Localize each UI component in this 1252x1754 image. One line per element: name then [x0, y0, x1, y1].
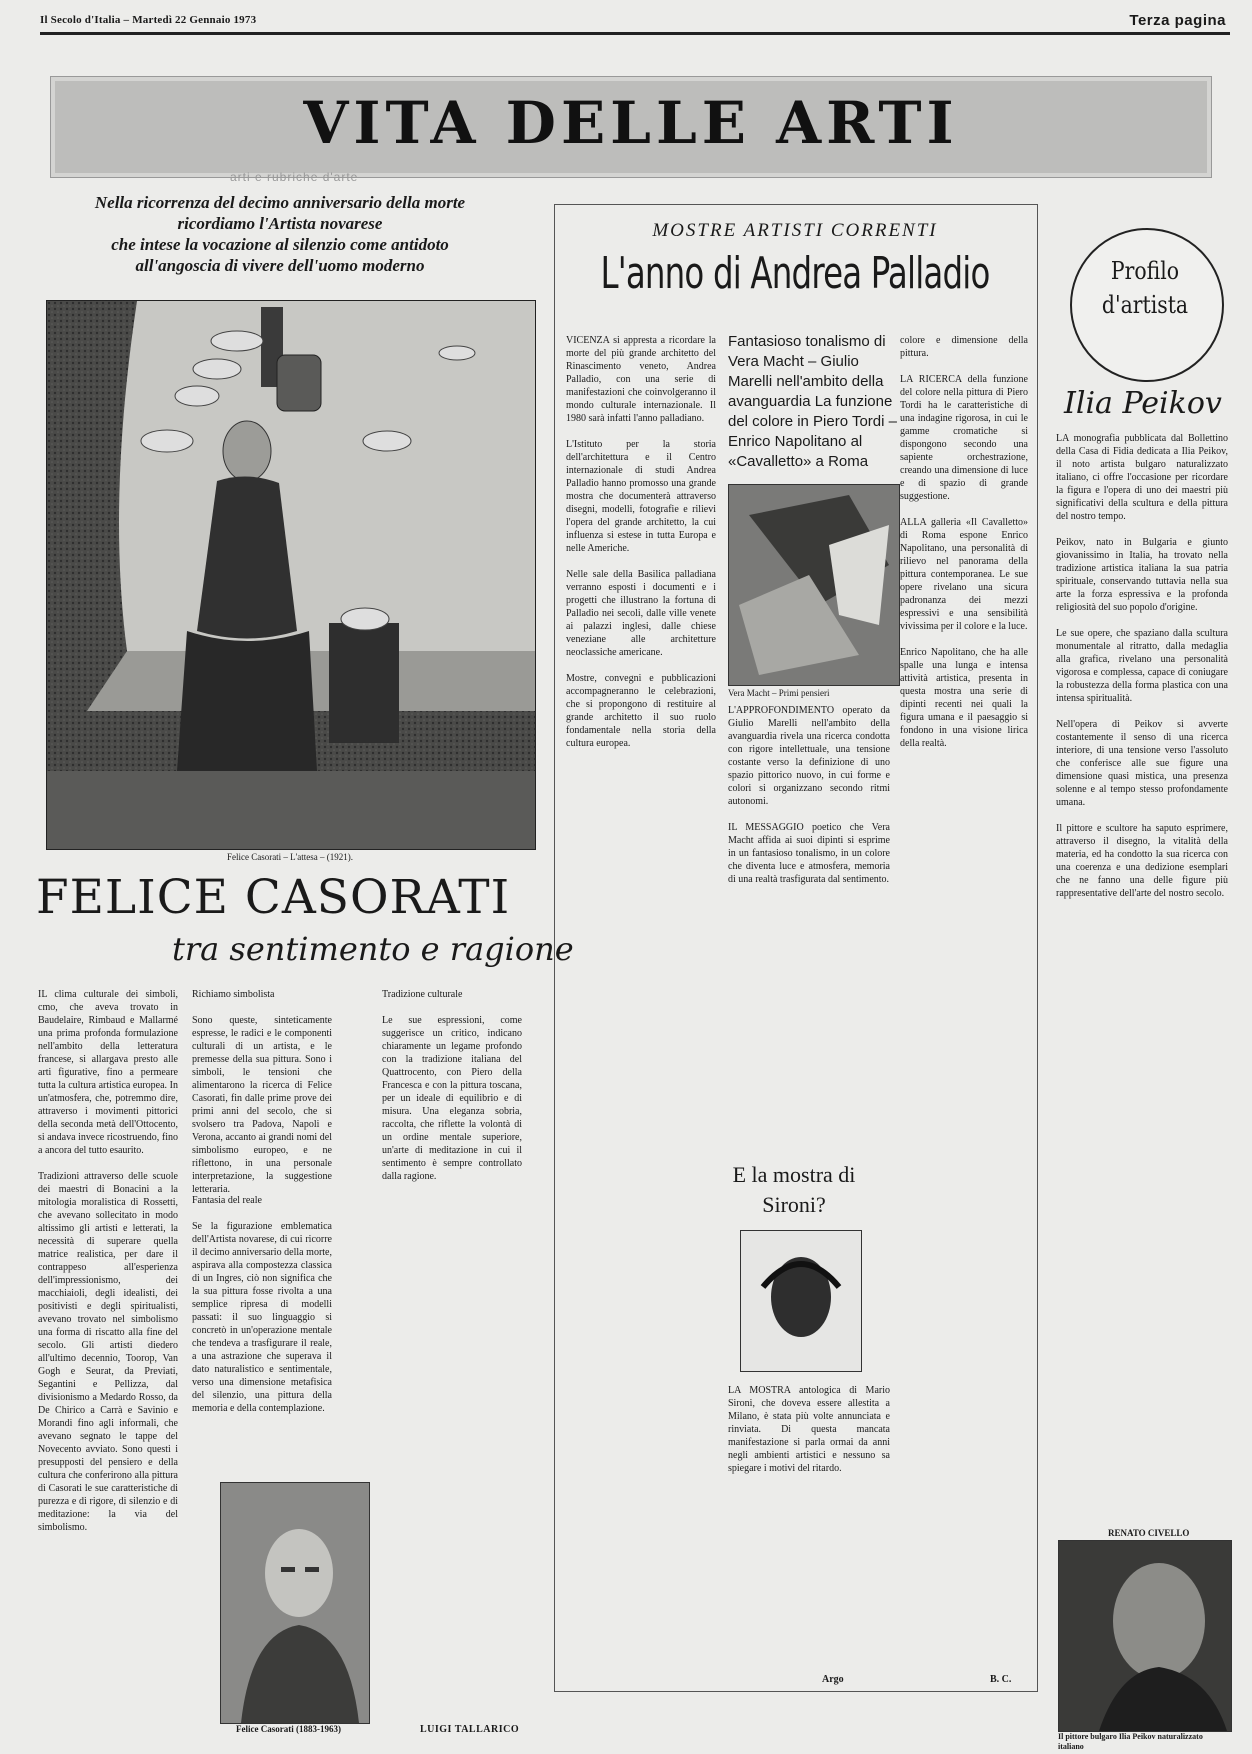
casorati-painting-image — [46, 300, 536, 850]
painting-caption: Felice Casorati – L'attesa – (1921). — [226, 852, 354, 862]
peikov-photo-caption: Il pittore bulgaro Ilia Peikov naturalizzato italiano — [1058, 1732, 1203, 1751]
peikov-portrait-illustration — [1059, 1541, 1231, 1731]
section-subtitle: arti e rubriche d'arte — [230, 170, 359, 184]
casorati-byline: LUIGI TALLARICO — [420, 1724, 520, 1735]
sironi-signature: Argo — [822, 1674, 844, 1685]
sironi-sketch-image — [740, 1230, 862, 1372]
casorati-portrait-photo — [220, 1482, 370, 1724]
abstract-painting-illustration — [729, 485, 899, 685]
artist-name: Ilia Peikov — [1064, 386, 1222, 421]
palladio-column-3: colore e dimensione della pittura. LA RICERCA della funzione del colore nella pittura di Piero Tordi ha le caratteristiche di una indagine rigorosa, in cui le gamme cromatiche si dispongono secondo una sapiente orchestrazione, creando una dimensione di luce e di spazio di grande suggestione. ALLA galleria «Il Cavalletto» di Roma espone Enrico Napolitano, una personalità di rilievo nel panorama della pittura contemporanea. Le sue opere rivelano una sicura padronanza dei mezzi espressivi e una sensibilità vivissima per il colore e la luce. Enrico Napolitano, che ha alle spalle una lunga e intensa attività artistica, presenta in questa mostra una serie di dipinti recenti nei quali la figura umana e il paesaggio si fondono in una visione lirica della realtà. — [900, 335, 1028, 749]
casorati-column-3: Fantasia del reale Se la figurazione emblematica dell'Artista novarese, di cui ricorre il decimo anniversario della morte, aspirava alla compostezza classica di un Ingres, ciò non significa che la sua pittura fosse rivolta a una semplice ripresa di modelli passati: il suo linguaggio si concretò in un'operazione mentale che tendeva a trasfigurare il reale, a una astrazione che superava il dato naturalistico e sentimentale, verso una dimensione metafisica del silenzio, una pittura della memoria e della contemplazione. — [192, 1195, 332, 1414]
section-title: VITA DELLE ARTI — [303, 89, 959, 157]
portrait-caption: Felice Casorati (1883-1963) — [236, 1724, 341, 1734]
peikov-text: LA monografia pubblicata dal Bollettino della Casa di Fidia dedicata a Ilia Peikov, il noto artista bulgaro naturalizzato italiano, ci offre l'occasione per ricordare la figura e l'opera di uno dei maestri più significativi della scultura e della pittura del nostro tempo. Peikov, nato in Bulgaria e giunto giovanissimo in Italia, ha trovato nella tradizione artistica italiana la sua patria spirituale, conservando tuttavia nella sua arte la forza espressiva e la profonda religiosità del suo popolo d'origine. Le sue opere, che spaziano dalla scultura monumentale al ritratto, dalla medaglia alla grafica, rivelano una personalità vigorosa e complessa, capace di coniugare la robustezza della forma plastica con una intensa spiritualità. Nell'opera di Peikov si avverte costantemente il senso di una ricerca interiore, di una tensione verso l'assoluto che conferisce alle sue figure una dimensione quasi mistica, una presenza solenne e al tempo stesso profondamente umana. Il pittore e scultore ha saputo esprimere, attraverso il disegno, la vitalità della materia, ed ha condotto la sua ricerca con una coerenza e una dedizione esemplari che ne fanno una delle figure più rappresentative dell'arte del nostro secolo. — [1056, 433, 1228, 899]
peikov-photo — [1058, 1540, 1232, 1732]
macht-painting-image — [728, 484, 900, 686]
section-banner — [50, 76, 1212, 178]
masthead-rule — [40, 32, 1230, 35]
macht-caption: Vera Macht – Primi pensieri — [728, 688, 830, 698]
profile-badge-label: Profilo d'artista — [1101, 257, 1189, 319]
palladio-signature: B. C. — [990, 1674, 1012, 1685]
casorati-intro: Nella ricorrenza del decimo anniversario della morte ricordiamo l'Artista novarese che intese la vocazione al silenzio come antidoto all'angoscia di vivere dell'uomo moderno — [94, 193, 466, 275]
column-label: MOSTRE ARTISTI CORRENTI — [652, 220, 938, 241]
masthead-date: Il Secolo d'Italia – Martedì 22 Gennaio 1973 — [40, 14, 257, 26]
palladio-headline: L'anno di Andrea Palladio — [600, 248, 990, 299]
sironi-text: LA MOSTRA antologica di Mario Sironi, che doveva essere allestita a Milano, è stata più volte annunciata e rinviata. Di questa mancata manifestazione si parla ormai da anni negli ambienti artistici e nessuno sa spiegare i motivi del ritardo. — [728, 1385, 890, 1474]
article-subheadline: tra sentimento e ragione — [172, 930, 574, 968]
casorati-column-1: IL clima culturale dei simboli, cmo, che aveva trovato in Baudelaire, Rimbaud e Mallarmé una prima profonda formulazione nell'ambito della letteratura francese, si allargava presto alle arti figurative, fino a permeare tutta la cultura artistica europea. In un'atmosfera, che, potremmo dire, attraverso i movimenti pittorici della seconda metà dell'Ottocento, si andava invece ricostruendo, fino a ancora del tutto esaurito. Tradizioni attraverso delle scuole dei maestri di Bonacini a la mitologia moralistica di Rossetti, che avevano sollecitato in modo altissimo gli artisti e letterati, la necessità di superare quella matrice realistica, per dare il contrappeso all'esperienza dell'impressionismo, dei macchiaioli, degli idealisti, dei positivisti e degli spiritualisti, avevano trovato nel simbolismo una forma di riscatto alla fine del secolo. Gli artisti diedero all'ultimo decennio, Toorop, Van Gogh e Seurat, da Previati, Segantini e Pellizza, dal divisionismo a Medardo Rosso, da De Chirico a Carrà e Savinio e Morandi fino agli informali, che avevano segnato le tappe del Novecento avviato. Sono questi i presupposti del pensiero e della cultura che conferirono alla pittura di Casorati le sue caratteristiche di purezza e di rigore, di silenzio e di meditazione: la via del simbolismo. — [38, 989, 178, 1533]
page-section-label: Terza pagina — [1129, 12, 1226, 29]
casorati-column-4: Tradizione culturale Le sue espressioni, come suggerisce un critico, indicano chiaramente un legame profondo con la tradizione italiana del Quattrocento, con Piero della Francesca e con la pittura toscana, per un ideale di equilibrio e di misura. Una eleganza sobria, raccolta, che riflette la volontà di un ordine mentale superiore, un'arte di meditazione in cui il sentimento è sempre controllato dalla ragione. — [382, 989, 522, 1182]
palladio-deck: Fantasioso tonalismo di Vera Macht – Giulio Marelli nell'ambito della avanguardia La funzione del colore in Piero Tordi – Enrico Napolitano al «Cavalletto» a Roma — [728, 333, 897, 470]
palladio-column-2: L'APPROFONDIMENTO operato da Giulio Marelli nell'ambito della avanguardia rivela una ricerca condotta con rigore intellettuale, una tensione costante verso la definizione di uno spazio pittorico nuovo, in cui forme e colori si organizzano secondo ritmi autonomi. IL MESSAGGIO poetico che Vera Macht affida ai suoi dipinti si esprime in un fantasioso tonalismo, in un colore che diventa luce e atmosfera, memoria di una realtà trasfigurata dal sentimento. — [728, 705, 890, 885]
casorati-column-2: Richiamo simbolista Sono queste, sinteticamente espresse, le radici e le componenti culturali di un artista, e le premesse della sua pittura. Sono i simboli, le tensioni che alimentarono la ricerca di Felice Casorati, fin dalle prime prove dei primi anni del secolo, che si svolsero tra Padova, Napoli e Verona, accanto ai grandi nomi del simbolismo europeo, e ne riflettono, in una personale interpretazione, la suggestione letteraria. — [192, 989, 332, 1195]
peikov-signature: RENATO CIVELLO — [1108, 1528, 1190, 1538]
painting-illustration — [47, 301, 535, 849]
portrait-illustration — [221, 1483, 369, 1723]
palladio-column-1: VICENZA si appresta a ricordare la morte del più grande architetto del Rinascimento veneto, Andrea Palladio, con una serie di manifestazioni che coinvolgeranno il mondo culturale internazionale. Il 1980 sarà infatti l'anno palladiano. L'Istituto per la storia dell'architettura e il Centro internazionale di studi Andrea Palladio hanno promosso una grande mostra che documenterà attraverso disegni, modelli, fotografie e rilievi l'opera del grande architetto, la cui influenza si estese in tutta Europa e nelle Americhe. Nelle sale della Basilica palladiana verranno esposti i documenti e i progetti che illustrano la fortuna di Palladio nei secoli, dalle ville venete ai palazzi inglesi, dalle chiese veneziane alle architetture neoclassiche americane. Mostre, convegni e pubblicazioni accompagneranno le celebrazioni, che si propongono di restituire al grande architetto il suo ruolo fondamentale nella storia della cultura europea. — [566, 335, 716, 749]
article-headline: FELICE CASORATI — [36, 870, 511, 925]
sketch-portrait-illustration — [741, 1231, 861, 1371]
sironi-headline: E la mostra di Sironi? — [732, 1162, 856, 1217]
